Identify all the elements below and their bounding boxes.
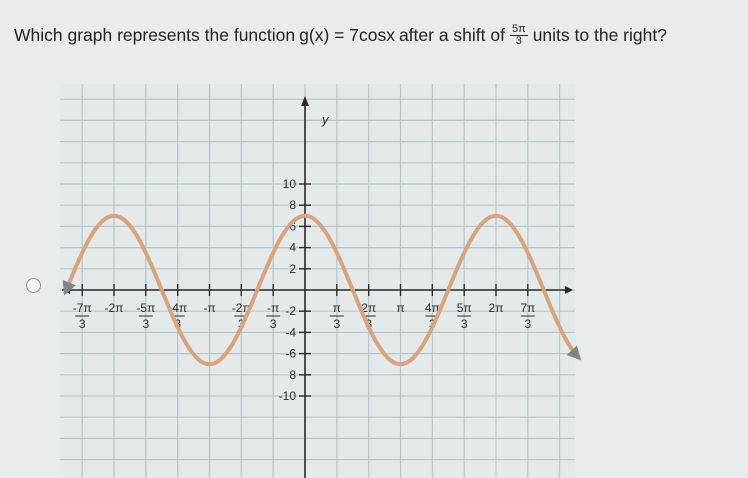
y-tick-label: -4 xyxy=(285,325,296,340)
y-tick-label: 10 xyxy=(282,177,296,191)
x-tick-label: -4π xyxy=(168,301,188,315)
x-tick-label-denominator: 3 xyxy=(460,317,468,331)
x-tick-label: 2π xyxy=(361,301,377,315)
y-tick-label: 8 xyxy=(289,367,296,382)
x-tick-label: -2π xyxy=(231,301,251,315)
x-tick-label: 2π xyxy=(488,301,504,315)
x-tick-label: -5π xyxy=(136,301,156,315)
y-axis-label: y xyxy=(322,112,329,127)
y-tick-label: 6 xyxy=(289,219,296,234)
x-tick-label: -2π xyxy=(104,301,124,315)
x-tick-label-denominator: 3 xyxy=(365,317,373,331)
x-tick-label-denominator: 3 xyxy=(78,317,86,331)
y-tick-label: 2 xyxy=(289,261,296,276)
x-tick-label: 4π xyxy=(424,301,440,315)
y-tick-label: -10 xyxy=(278,389,296,403)
x-tick-label-denominator: 3 xyxy=(142,317,150,331)
plot-area xyxy=(60,84,575,478)
x-tick-label-denominator: 3 xyxy=(237,317,245,331)
x-tick-label-denominator: 3 xyxy=(333,317,341,331)
x-tick-label-denominator: 3 xyxy=(269,317,277,331)
shift-denominator: 3 xyxy=(515,35,522,47)
x-tick-label: π xyxy=(332,301,341,315)
y-tick-label: 8 xyxy=(289,198,296,213)
x-tick-label: -π xyxy=(267,301,280,315)
question-suffix: units to the right? xyxy=(532,25,667,45)
x-tick-label: π xyxy=(396,301,405,315)
question-prefix: Which graph represents the function xyxy=(14,25,296,45)
y-tick-label: -2 xyxy=(285,304,296,319)
x-tick-label: -7π xyxy=(72,301,92,315)
x-tick-label: 5π xyxy=(456,301,472,315)
x-tick-label-denominator: 3 xyxy=(174,317,182,331)
x-tick-label-denominator: 3 xyxy=(524,317,532,331)
question-function: g(x) = 7cosx xyxy=(299,25,395,45)
x-tick-label-denominator: 3 xyxy=(428,317,436,331)
x-tick-label: 7π xyxy=(520,301,536,315)
question-middle: after a shift of xyxy=(398,25,505,45)
shift-numerator: 5π xyxy=(511,23,526,35)
y-tick-label: -6 xyxy=(285,346,296,361)
x-tick-label: -π xyxy=(203,301,216,315)
y-tick-label: 4 xyxy=(289,240,296,255)
